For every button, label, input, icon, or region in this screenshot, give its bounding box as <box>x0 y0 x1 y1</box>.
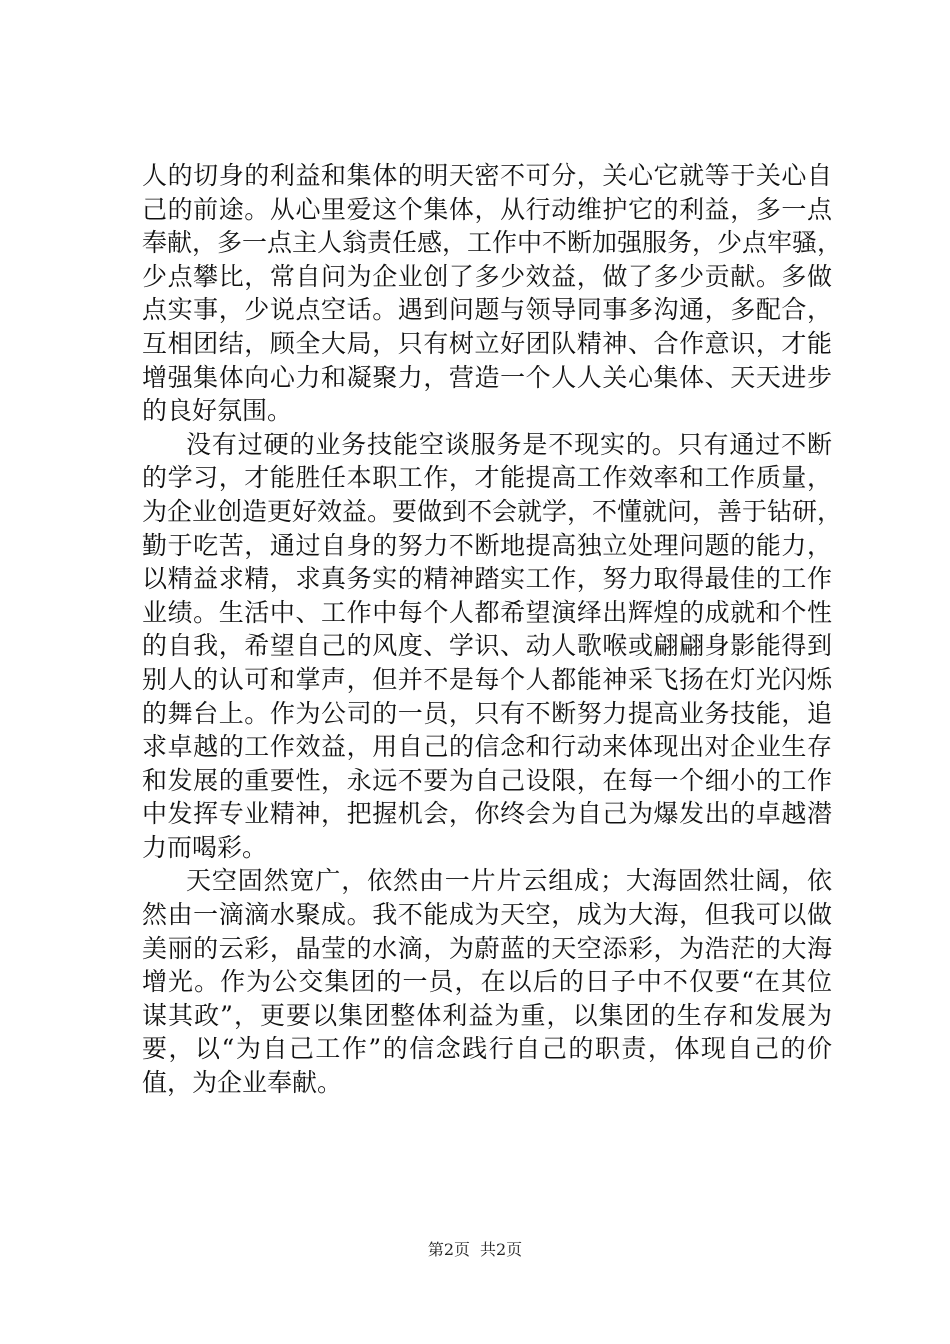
text-line: 勤于吃苦，通过自身的努力不断地提高独立处理问题的能力， <box>142 530 832 560</box>
text-line: 的学习，才能胜任本职工作，才能提高工作效率和工作质量， <box>142 463 832 493</box>
text-line: 点实事，少说点空话。遇到问题与领导同事多沟通，多配合， <box>142 295 832 325</box>
text-line: 的舞台上。作为公司的一员，只有不断努力提高业务技能，追 <box>142 698 832 728</box>
text-line: 的自我，希望自己的风度、学识、动人歌喉或翩翩身影能得到 <box>142 631 832 661</box>
text-line: 为企业创造更好效益。要做到不会就学，不懂就问，善于钻研， <box>142 496 843 526</box>
text-line: 人的切身的利益和集体的明天密不可分，关心它就等于关心自 <box>142 161 832 190</box>
text-line: 天空固然宽广，依然由一片片云组成；大海固然壮阔，依 <box>186 866 832 896</box>
text-line: 少点攀比，常自问为企业创了多少效益，做了多少贡献。多做 <box>142 261 832 291</box>
paragraph <box>142 864 832 1099</box>
text-line: 别人的认可和掌声，但并不是每个人都能神采飞扬在灯光闪烁 <box>142 664 832 694</box>
text-line: 没有过硬的业务技能空谈服务是不现实的。只有通过不断 <box>186 429 832 459</box>
text-line: 求卓越的工作效益，用自己的信念和行动来体现出对企业生存 <box>142 732 832 762</box>
text-line: 和发展的重要性，永远不要为自己设限，在每一个细小的工作 <box>142 765 832 795</box>
text-line: 谋其政”，更要以集团整体利益为重，以集团的生存和发展为 <box>142 1000 832 1030</box>
text-line: 的良好氛围。 <box>142 396 293 426</box>
text-line: 增光。作为公交集团的一员，在以后的日子中不仅要“在其位 <box>142 967 832 997</box>
text-line: 然由一滴滴水聚成。我不能成为天空，成为大海，但我可以做 <box>142 900 832 930</box>
text-line: 增强集体向心力和凝聚力，营造一个人人关心集体、天天进步 <box>142 362 832 392</box>
document-body <box>142 159 843 1100</box>
page-number: 第2页 <box>427 1240 470 1259</box>
paragraph <box>142 428 843 865</box>
text-line: 互相团结，顾全大局，只有树立好团队精神、合作意识，才能 <box>142 328 832 358</box>
text-line: 己的前途。从心里爱这个集体，从行动维护它的利益，多一点 <box>142 194 832 224</box>
text-line: 要，以“为自己工作”的信念践行自己的职责，体现自己的价 <box>142 1034 832 1064</box>
page-footer <box>0 1240 950 1260</box>
paragraph <box>142 159 843 428</box>
page-total: 共2页 <box>480 1240 523 1259</box>
text-line: 美丽的云彩，晶莹的水滴，为蔚蓝的天空添彩，为浩茫的大海 <box>142 933 832 963</box>
text-line: 值，为企业奉献。 <box>142 1068 343 1098</box>
text-line: 力而喝彩。 <box>142 832 268 862</box>
text-line: 业绩。生活中、工作中每个人都希望演绎出辉煌的成就和个性 <box>142 597 832 627</box>
text-line: 以精益求精，求真务实的精神踏实工作，努力取得最佳的工作 <box>142 564 832 594</box>
text-line: 中发挥专业精神，把握机会，你终会为自己为爆发出的卓越潜 <box>142 799 832 829</box>
text-line: 奉献，多一点主人翁责任感，工作中不断加强服务，少点牢骚， <box>142 228 843 258</box>
